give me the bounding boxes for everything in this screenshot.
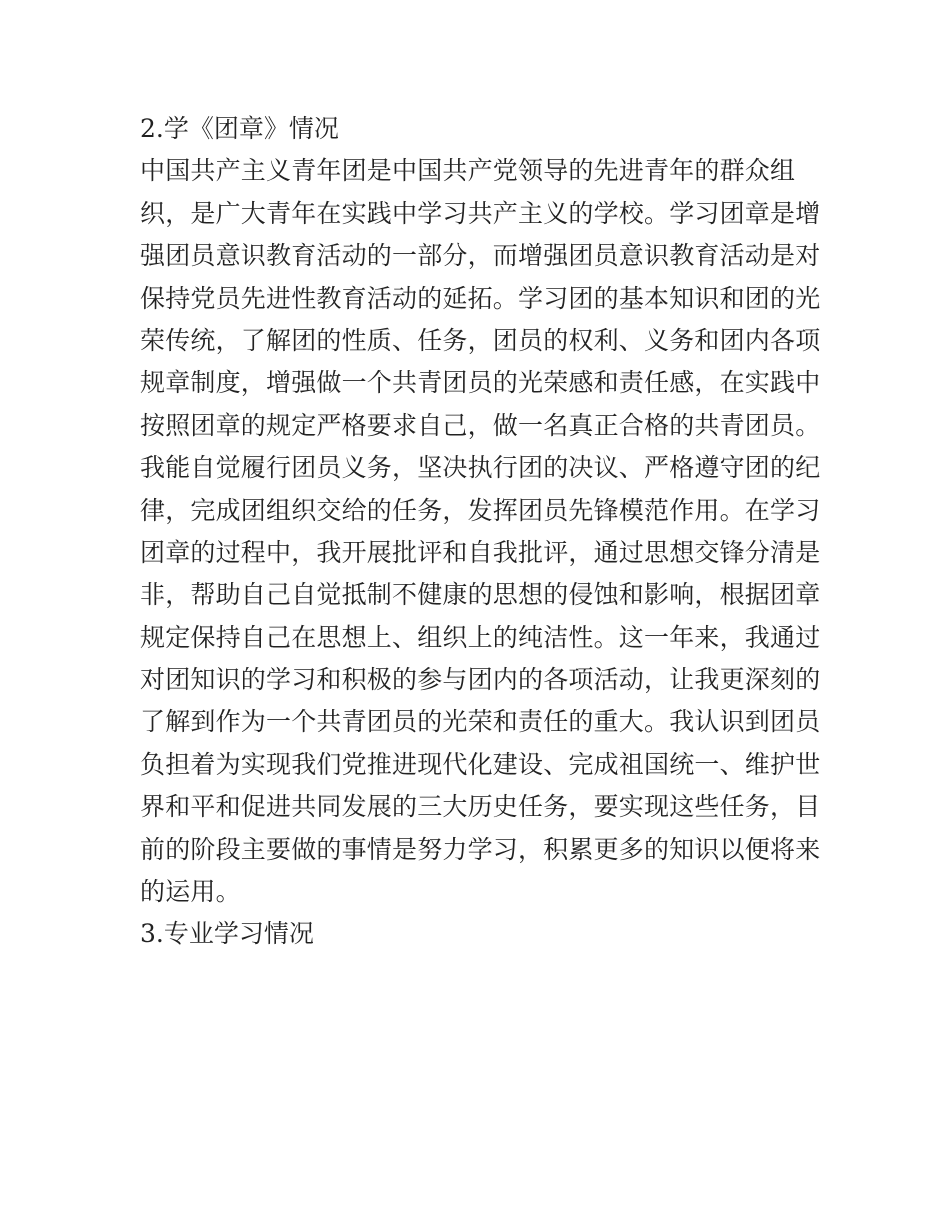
paragraph-line: 规定保持自己在思想上、组织上的纯洁性。这一年来，我通过 [140, 622, 821, 652]
paragraph-line: 的运用。 [140, 877, 241, 907]
paragraph-line: 了解到作为一个共青团员的光荣和责任的重大。我认识到团员 [140, 707, 821, 737]
paragraph-line: 规章制度，增强做一个共青团员的光荣感和责任感，在实践中 [140, 368, 821, 398]
paragraph-line: 织，是广大青年在实践中学习共产主义的学校。学习团章是增 [140, 198, 821, 228]
section-heading-2: 2.学《团章》情况 [140, 114, 339, 143]
paragraph-line: 保持党员先进性教育活动的延拓。学习团的基本知识和团的光 [140, 283, 821, 313]
paragraph-line: 对团知识的学习和积极的参与团内的各项活动，让我更深刻的 [140, 665, 821, 695]
paragraph-line: 界和平和促进共同发展的三大历史任务，要实现这些任务，目 [140, 792, 821, 822]
section-heading-3: 3.专业学习情况 [140, 919, 314, 949]
document-body [140, 108, 820, 956]
paragraph-line: 强团员意识教育活动的一部分，而增强团员意识教育活动是对 [140, 241, 821, 271]
paragraph-line: 按照团章的规定严格要求自己，做一名真正合格的共青团员。 [140, 410, 821, 440]
paragraph-line: 团章的过程中，我开展批评和自我批评，通过思想交锋分清是 [140, 537, 821, 567]
paragraph-line: 我能自觉履行团员义务，坚决执行团的决议、严格遵守团的纪 [140, 453, 821, 483]
paragraph-line: 负担着为实现我们党推进现代化建设、完成祖国统一、维护世 [140, 749, 821, 779]
paragraph-line: 律，完成团组织交给的任务，发挥团员先锋模范作用。在学习 [140, 495, 821, 525]
paragraph-line: 荣传统，了解团的性质、任务，团员的权利、义务和团内各项 [140, 325, 821, 355]
paragraph-line: 中国共产主义青年团是中国共产党领导的先进青年的群众组 [140, 156, 796, 186]
paragraph-line: 非，帮助自己自觉抵制不健康的思想的侵蚀和影响，根据团章 [140, 580, 821, 610]
paragraph-line: 前的阶段主要做的事情是努力学习，积累更多的知识以便将来 [140, 834, 821, 864]
